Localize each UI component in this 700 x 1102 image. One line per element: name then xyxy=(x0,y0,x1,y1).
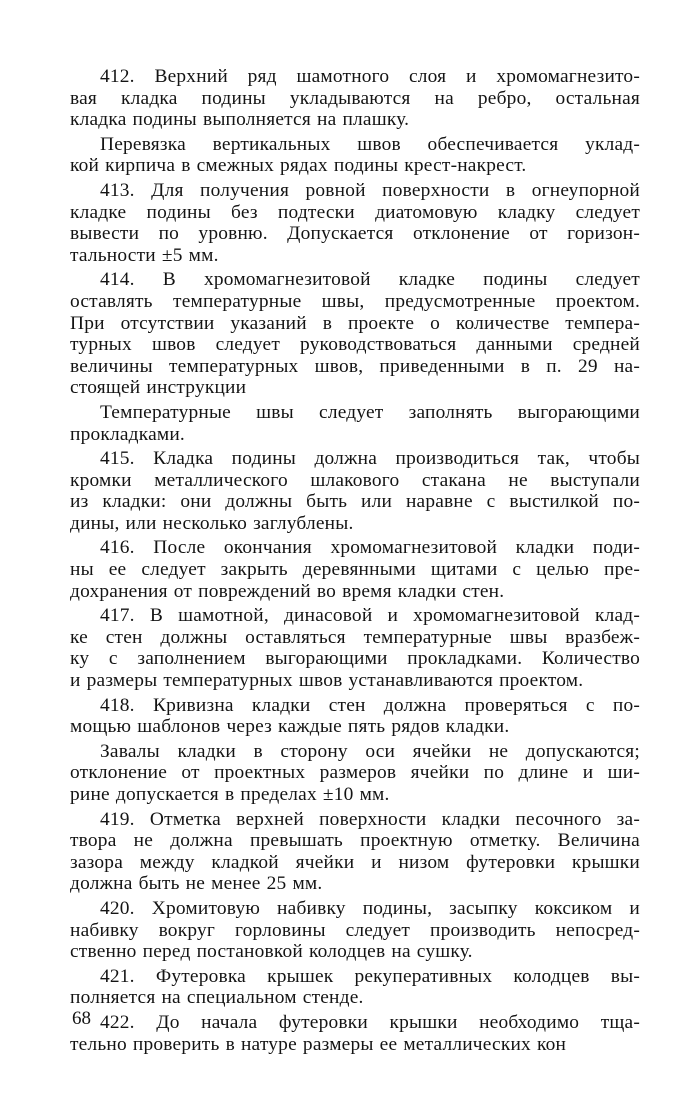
text-line: оставлять температурные швы, предусмотренные проектом. xyxy=(70,290,640,312)
text-line: 418. Кривизна кладки стен должна проверяться с по- xyxy=(100,694,640,716)
text-line: должна быть не менее 25 мм. xyxy=(70,873,323,895)
paragraph xyxy=(70,537,640,602)
text-line: 413. Для получения ровной поверхности в огнеупорной xyxy=(100,179,640,201)
text-line: зазора между кладкой ячейки и низом футеровки крышки xyxy=(70,851,640,873)
text-line: При отсутствии указаний в проекте о количестве темпера- xyxy=(70,312,640,334)
paragraph xyxy=(70,1012,640,1055)
paragraph xyxy=(70,66,640,131)
paragraph xyxy=(70,134,640,177)
text-line: 415. Кладка подины должна производиться так, чтобы xyxy=(100,448,640,470)
text-line: стоящей инструкции xyxy=(70,377,247,399)
text-line: 417. В шамотной, динасовой и хромомагнезитовой клад- xyxy=(100,605,640,627)
text-line: 416. После окончания хромомагнезитовой кладки поди- xyxy=(100,537,640,559)
text-line: вая кладка подины укладываются на ребро, остальная xyxy=(70,87,640,109)
paragraph xyxy=(70,695,640,738)
paragraph xyxy=(70,402,640,445)
text-line: набивку вокруг горловины следует производить непосред- xyxy=(70,919,640,941)
text-line: ку с заполнением выгорающими прокладками. Количество xyxy=(70,648,640,670)
paragraph xyxy=(70,741,640,806)
text-line: ке стен должны оставляться температурные швы вразбеж- xyxy=(70,626,640,648)
text-line: прокладками. xyxy=(70,423,185,445)
paragraph xyxy=(70,269,640,399)
paragraph xyxy=(70,966,640,1009)
text-line: из кладки: они должны быть или наравне с выстилкой по- xyxy=(70,491,640,513)
paragraph xyxy=(70,448,640,534)
text-line: кромки металлического шлакового стакана не выступали xyxy=(70,469,640,491)
text-line: 420. Хромитовую набивку подины, засыпку коксиком и xyxy=(100,897,640,919)
text-line: величины температурных швов, приведенными в п. 29 на- xyxy=(70,355,640,377)
text-line: кладке подины без подтески диатомовую кладку следует xyxy=(70,201,640,223)
text-line: дохранения от повреждений во время кладки стен. xyxy=(70,580,505,602)
text-line: кой кирпича в смежных рядах подины крест-накрест. xyxy=(70,155,527,177)
paragraph xyxy=(70,180,640,266)
text-line: кладка подины выполняется на плашку. xyxy=(70,109,410,131)
text-line: полняется на специальном стенде. xyxy=(70,987,364,1009)
text-line: отклонение от проектных размеров ячейки по длине и ши- xyxy=(70,762,640,784)
text-line: дины, или несколько заглублены. xyxy=(70,512,354,534)
text-line: мощью шаблонов через каждые пять рядов кладки. xyxy=(70,716,510,738)
text-line: ны ее следует закрыть деревянными щитами с целью пре- xyxy=(70,559,640,581)
text-line: тальности ±5 мм. xyxy=(70,244,219,266)
text-line: Перевязка вертикальных швов обеспечивается уклад- xyxy=(100,133,640,155)
text-line: ственно перед постановкой колодцев на сушку. xyxy=(70,941,473,963)
text-line: 414. В хромомагнезитовой кладке подины следует xyxy=(100,269,640,291)
text-line: 421. Футеровка крышек рекуперативных колодцев вы- xyxy=(100,965,640,987)
text-line: Завалы кладки в сторону оси ячейки не допускаются; xyxy=(100,740,640,762)
text-line: вывести по уровню. Допускается отклонение от горизон- xyxy=(70,223,640,245)
text-line: Температурные швы следует заполнять выгорающими xyxy=(100,401,640,423)
text-line: 419. Отметка верхней поверхности кладки песочного за- xyxy=(100,808,640,830)
text-line: 422. До начала футеровки крышки необходимо тща- xyxy=(100,1011,640,1033)
text-line: тельно проверить в натуре размеры ее металлических кон xyxy=(70,1033,567,1055)
body-text xyxy=(70,66,640,1058)
text-line: турных швов следует руководствоваться данными средней xyxy=(70,334,640,356)
paragraph xyxy=(70,809,640,895)
text-line: рине допускается в пределах ±10 мм. xyxy=(70,784,390,805)
paragraph xyxy=(70,898,640,963)
text-line: твора не должна превышать проектную отметку. Величина xyxy=(70,830,640,852)
paragraph xyxy=(70,605,640,691)
page-number: 68 xyxy=(72,1008,91,1029)
text-line: и размеры температурных швов устанавливаются проектом. xyxy=(70,670,584,692)
text-line: 412. Верхний ряд шамотного слоя и хромомагнезито- xyxy=(100,66,640,87)
